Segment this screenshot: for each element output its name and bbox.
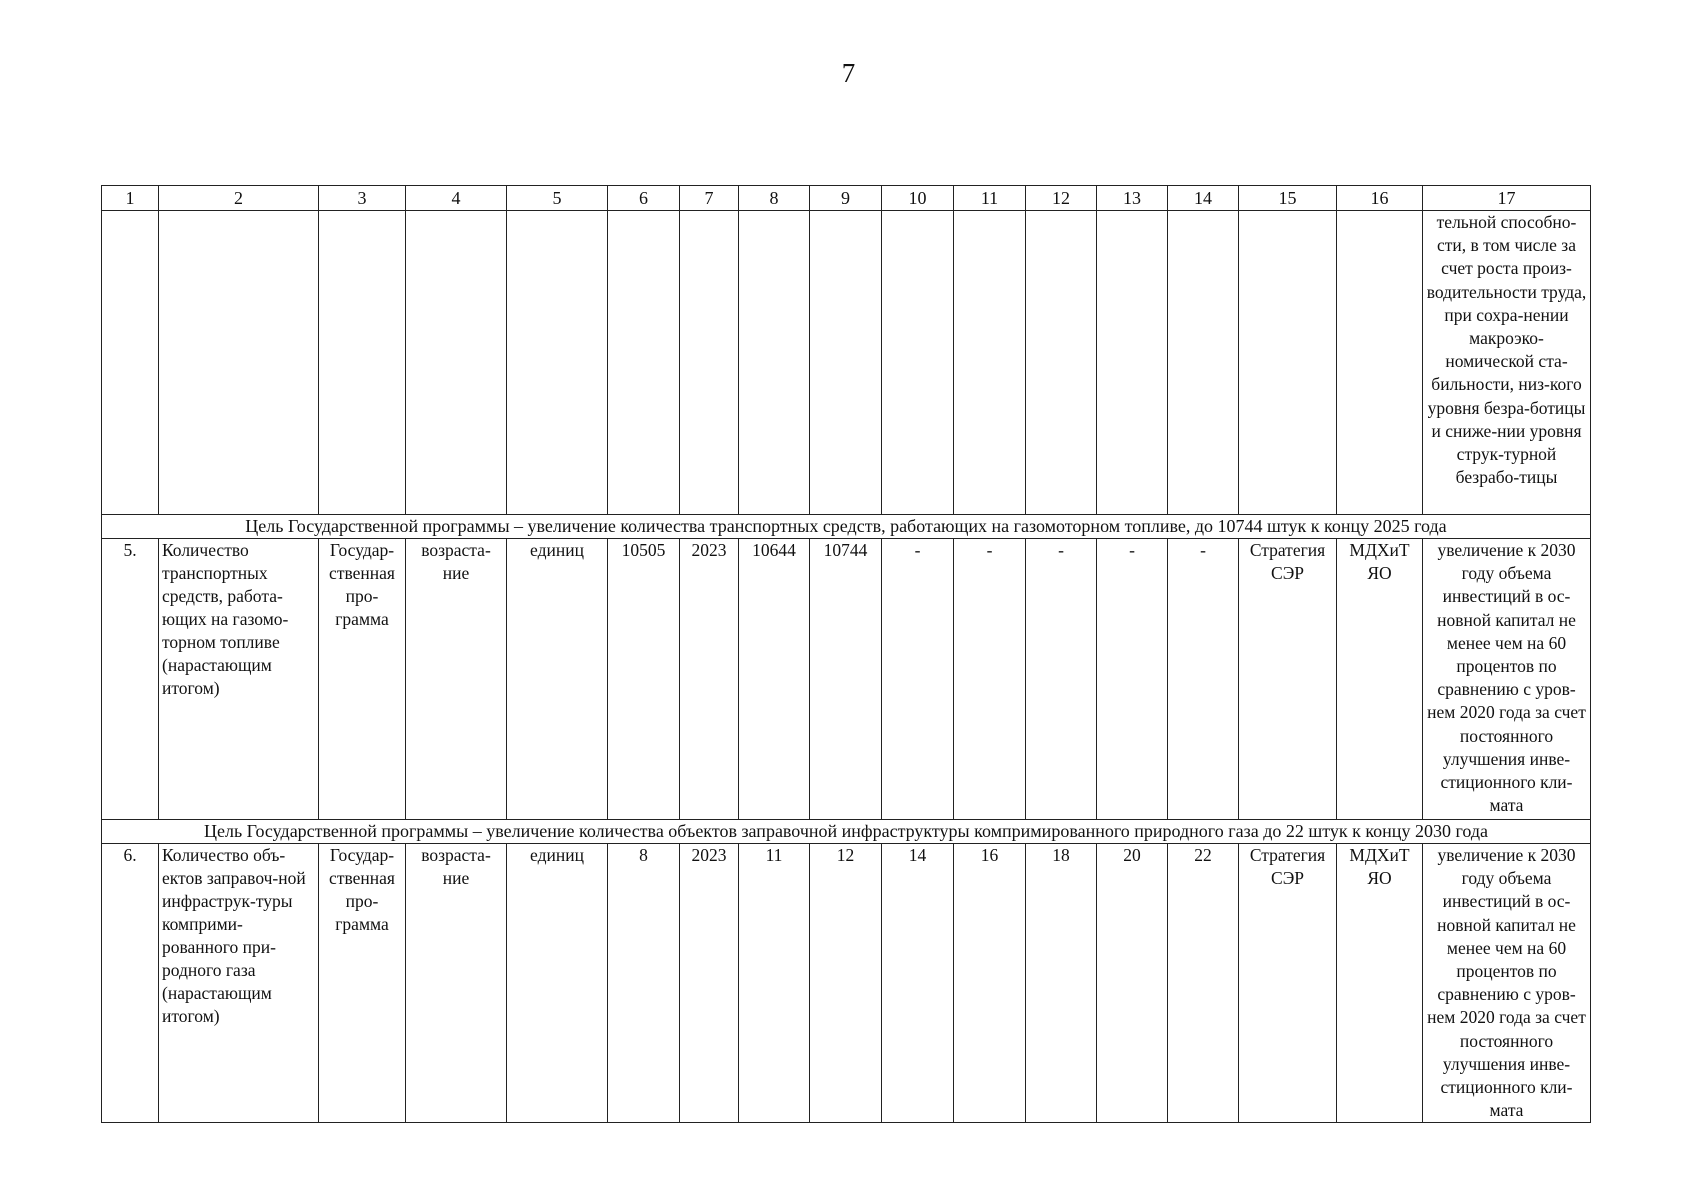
table-row [102, 539, 1591, 820]
responsible-cell: МДХиТ ЯО [1337, 844, 1423, 1123]
header-cell: 12 [1026, 186, 1097, 211]
empty-cell [680, 211, 739, 515]
empty-cell [810, 211, 882, 515]
value-cell: 10744 [810, 539, 882, 820]
header-cell: 7 [680, 186, 739, 211]
empty-cell [319, 211, 406, 515]
indicator-level: Государ-ственная про-грамма [319, 539, 406, 820]
link-cell: увеличение к 2030 году объема инвестиций в ос-новной капитал не менее чем на 60 процентов по сравнению с уров-нем 2020 года за счет постоянного улучшения инве-стиционного кли-мата [1423, 539, 1591, 820]
header-cell: 11 [954, 186, 1026, 211]
responsible-cell: МДХиТ ЯО [1337, 539, 1423, 820]
header-cell: 9 [810, 186, 882, 211]
document-cell: Стратегия СЭР [1239, 844, 1337, 1123]
empty-cell [1239, 211, 1337, 515]
header-cell: 6 [608, 186, 680, 211]
empty-cell [739, 211, 810, 515]
indicators-table [101, 185, 1591, 1123]
base-value: 8 [608, 844, 680, 1123]
indicator-level: Государ-ственная про-грамма [319, 844, 406, 1123]
value-cell: - [954, 539, 1026, 820]
empty-cell [608, 211, 680, 515]
empty-cell [954, 211, 1026, 515]
goal-row [102, 515, 1591, 539]
indicator-name: Количество объ-ектов заправоч-ной инфраструк-туры комприми-рованного при-родного газа (нарастающим итогом) [159, 844, 319, 1123]
table-header-row [102, 186, 1591, 211]
table-row-continuation [102, 211, 1591, 515]
empty-cell [102, 211, 159, 515]
header-cell: 3 [319, 186, 406, 211]
indicator-trend: возраста-ние [406, 844, 507, 1123]
header-cell: 13 [1097, 186, 1168, 211]
header-cell: 5 [507, 186, 608, 211]
value-cell: 10644 [739, 539, 810, 820]
base-value: 10505 [608, 539, 680, 820]
value-cell: - [1097, 539, 1168, 820]
header-cell: 14 [1168, 186, 1239, 211]
value-cell: 16 [954, 844, 1026, 1123]
link-cell: увеличение к 2030 году объема инвестиций в ос-новной капитал не менее чем на 60 процентов по сравнению с уров-нем 2020 года за счет постоянного улучшения инве-стиционного кли-мата [1423, 844, 1591, 1123]
header-cell: 16 [1337, 186, 1423, 211]
page-number: 7 [841, 58, 856, 88]
header-cell: 1 [102, 186, 159, 211]
empty-cell [406, 211, 507, 515]
empty-cell [507, 211, 608, 515]
header-cell: 17 [1423, 186, 1591, 211]
unit-cell: единиц [507, 844, 608, 1123]
document-cell: Стратегия СЭР [1239, 539, 1337, 820]
continuation-link-cell: тельной способно-сти, в том числе за счет роста произ-водительности труда, при сохра-нении макроэко-номической ста-бильности, низ-кого уровня безра-ботицы и сниже-нии уровня струк-турной безрабо-тицы [1423, 211, 1591, 515]
empty-cell [1026, 211, 1097, 515]
value-cell: 18 [1026, 844, 1097, 1123]
empty-cell [159, 211, 319, 515]
value-cell: 14 [882, 844, 954, 1123]
goal-text: Цель Государственной программы – увеличение количества объектов заправочной инфраструктуры компримированного природного газа до 22 штук к концу 2030 года [102, 820, 1591, 844]
header-cell: 2 [159, 186, 319, 211]
value-cell: - [1168, 539, 1239, 820]
empty-cell [1097, 211, 1168, 515]
base-year: 2023 [680, 844, 739, 1123]
row-number: 5. [102, 539, 159, 820]
goal-row [102, 820, 1591, 844]
base-year: 2023 [680, 539, 739, 820]
row-number: 6. [102, 844, 159, 1123]
table-row [102, 844, 1591, 1123]
value-cell: - [1026, 539, 1097, 820]
header-cell: 4 [406, 186, 507, 211]
goal-text: Цель Государственной программы – увеличение количества транспортных средств, работающих на газомоторном топливе, до 10744 штук к концу 2025 года [102, 515, 1591, 539]
empty-cell [1168, 211, 1239, 515]
value-cell: 20 [1097, 844, 1168, 1123]
indicator-name: Количество транспортных средств, работа-ющих на газомо-торном топливе (нарастающим итогом) [159, 539, 319, 820]
indicator-trend: возраста-ние [406, 539, 507, 820]
value-cell: 11 [739, 844, 810, 1123]
unit-cell: единиц [507, 539, 608, 820]
empty-cell [882, 211, 954, 515]
header-cell: 8 [739, 186, 810, 211]
value-cell: - [882, 539, 954, 820]
header-cell: 15 [1239, 186, 1337, 211]
empty-cell [1337, 211, 1423, 515]
header-cell: 10 [882, 186, 954, 211]
value-cell: 12 [810, 844, 882, 1123]
value-cell: 22 [1168, 844, 1239, 1123]
